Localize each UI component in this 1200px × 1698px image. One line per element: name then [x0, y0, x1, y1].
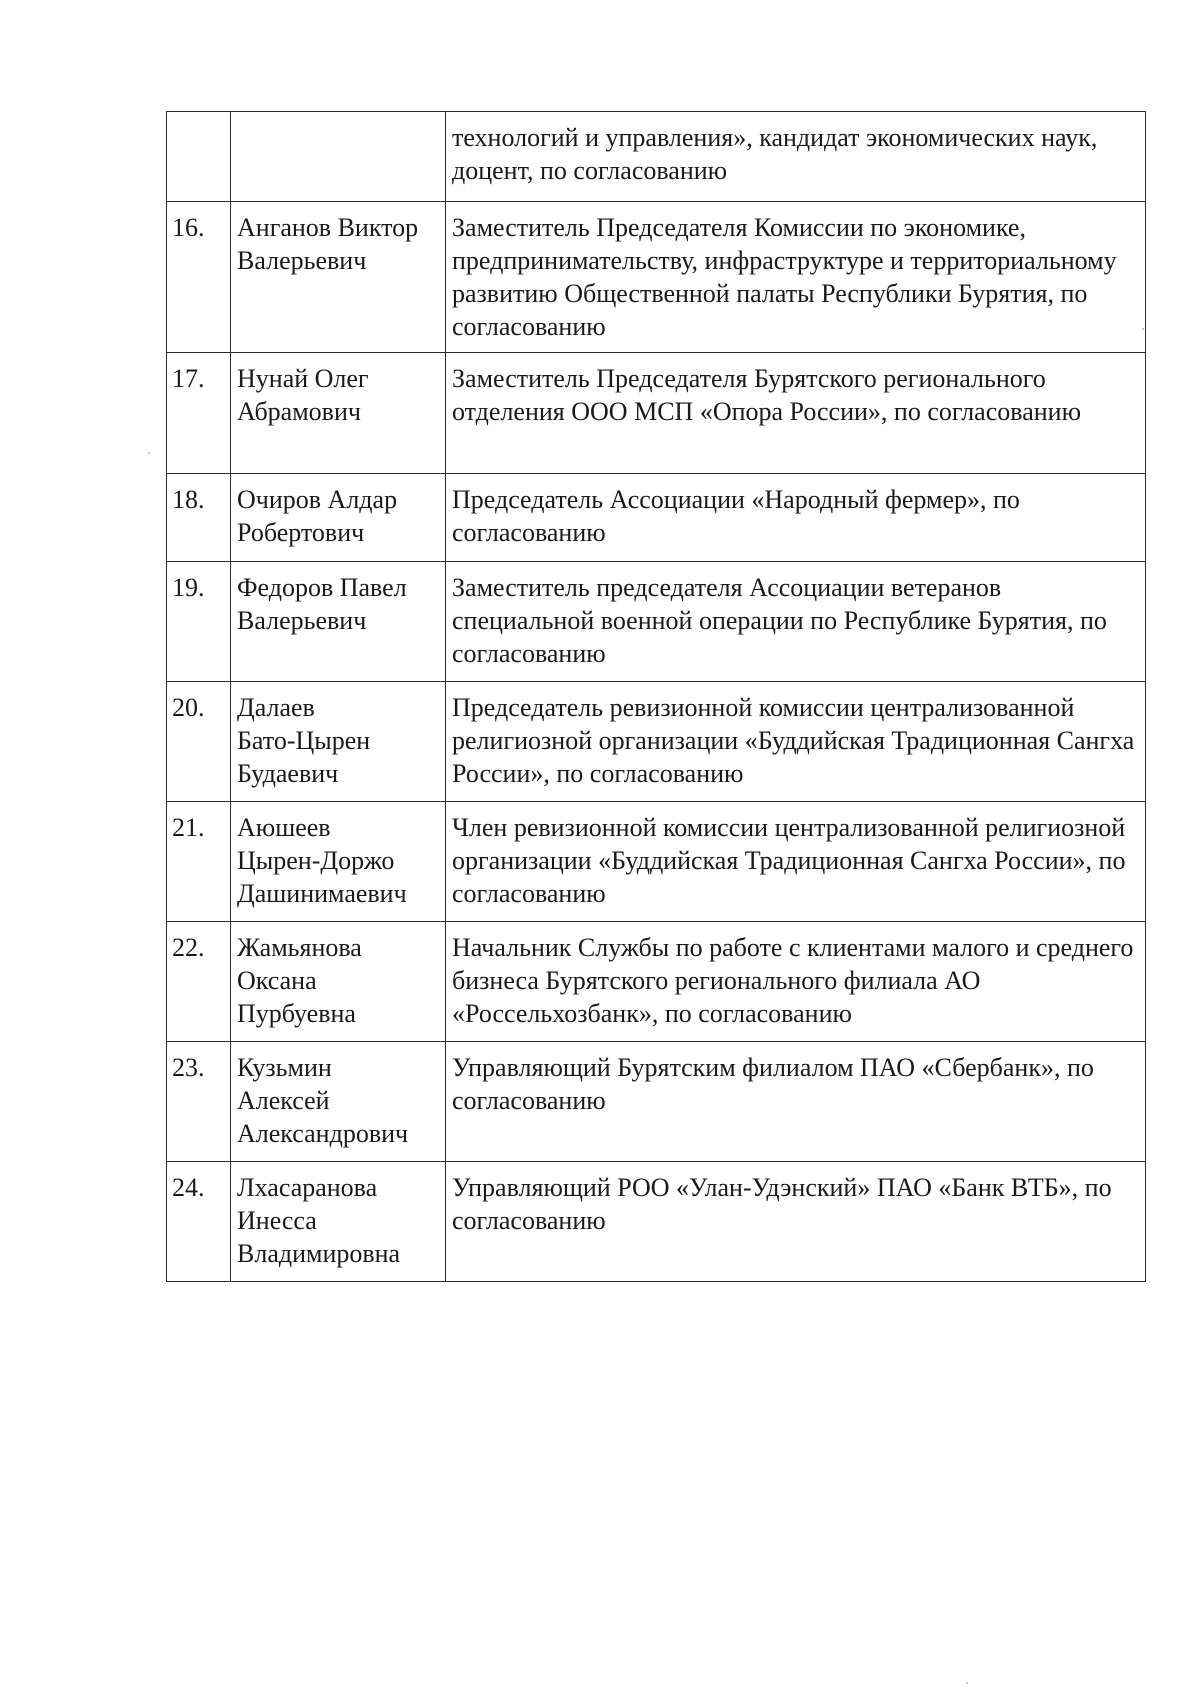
- row-number: 18.: [167, 474, 231, 562]
- member-name: Аюшеев Цырен-Доржо Дашинимаевич: [231, 802, 446, 922]
- table-row: [167, 562, 1146, 682]
- table-row: [167, 353, 1146, 474]
- member-position: Начальник Службы по работе с клиентами малого и среднего бизнеса Бурятского регионального филиала АО «Россельхозбанк», по согласованию: [446, 922, 1146, 1042]
- member-name: Нунай Олег Абрамович: [231, 353, 446, 474]
- member-position: Управляющий РОО «Улан-Удэнский» ПАО «Банк ВТБ», по согласованию: [446, 1162, 1146, 1282]
- member-name: Анганов Виктор Валерьевич: [231, 202, 446, 353]
- row-number: 20.: [167, 682, 231, 802]
- table-row: [167, 1162, 1146, 1282]
- member-position: Заместитель Председателя Бурятского регионального отделения ООО МСП «Опора России», по согласованию: [446, 353, 1146, 474]
- row-number: 16.: [167, 202, 231, 353]
- table-row: [167, 112, 1146, 202]
- row-number: 22.: [167, 922, 231, 1042]
- member-name: Очиров Алдар Робертович: [231, 474, 446, 562]
- row-number: [167, 112, 231, 202]
- member-position: технологий и управления», кандидат экономических наук, доцент, по согласованию: [446, 112, 1146, 202]
- member-name: Федоров Павел Валерьевич: [231, 562, 446, 682]
- member-position: Управляющий Бурятским филиалом ПАО «Сбербанк», по согласованию: [446, 1042, 1146, 1162]
- scan-speck: [1142, 328, 1144, 330]
- member-position: Председатель Ассоциации «Народный фермер», по согласованию: [446, 474, 1146, 562]
- row-number: 24.: [167, 1162, 231, 1282]
- table-row: [167, 1042, 1146, 1162]
- member-name: Кузьмин Алексей Александрович: [231, 1042, 446, 1162]
- table-row: [167, 922, 1146, 1042]
- member-name: Далаев Бато-Цырен Будаевич: [231, 682, 446, 802]
- member-position: Заместитель Председателя Комиссии по экономике, предпринимательству, инфраструктуре и территориальному развитию Общественной палаты Республики Бурятия, по согласованию: [446, 202, 1146, 353]
- row-number: 17.: [167, 353, 231, 474]
- row-number: 23.: [167, 1042, 231, 1162]
- table-row: [167, 682, 1146, 802]
- member-name: [231, 112, 446, 202]
- scan-speck: [148, 452, 150, 454]
- row-number: 21.: [167, 802, 231, 922]
- member-name: Жамьянова Оксана Пурбуевна: [231, 922, 446, 1042]
- member-name: Лхасаранова Инесса Владимировна: [231, 1162, 446, 1282]
- table-row: [167, 474, 1146, 562]
- member-position: Заместитель председателя Ассоциации ветеранов специальной военной операции по Республике Бурятия, по согласованию: [446, 562, 1146, 682]
- row-number: 19.: [167, 562, 231, 682]
- scan-speck: [966, 1682, 968, 1684]
- members-table: [166, 111, 1146, 1282]
- member-position: Председатель ревизионной комиссии централизованной религиозной организации «Буддийская Традиционная Сангха России», по согласованию: [446, 682, 1146, 802]
- table-row: [167, 202, 1146, 353]
- member-position: Член ревизионной комиссии централизованной религиозной организации «Буддийская Традиционная Сангха России», по согласованию: [446, 802, 1146, 922]
- table-row: [167, 802, 1146, 922]
